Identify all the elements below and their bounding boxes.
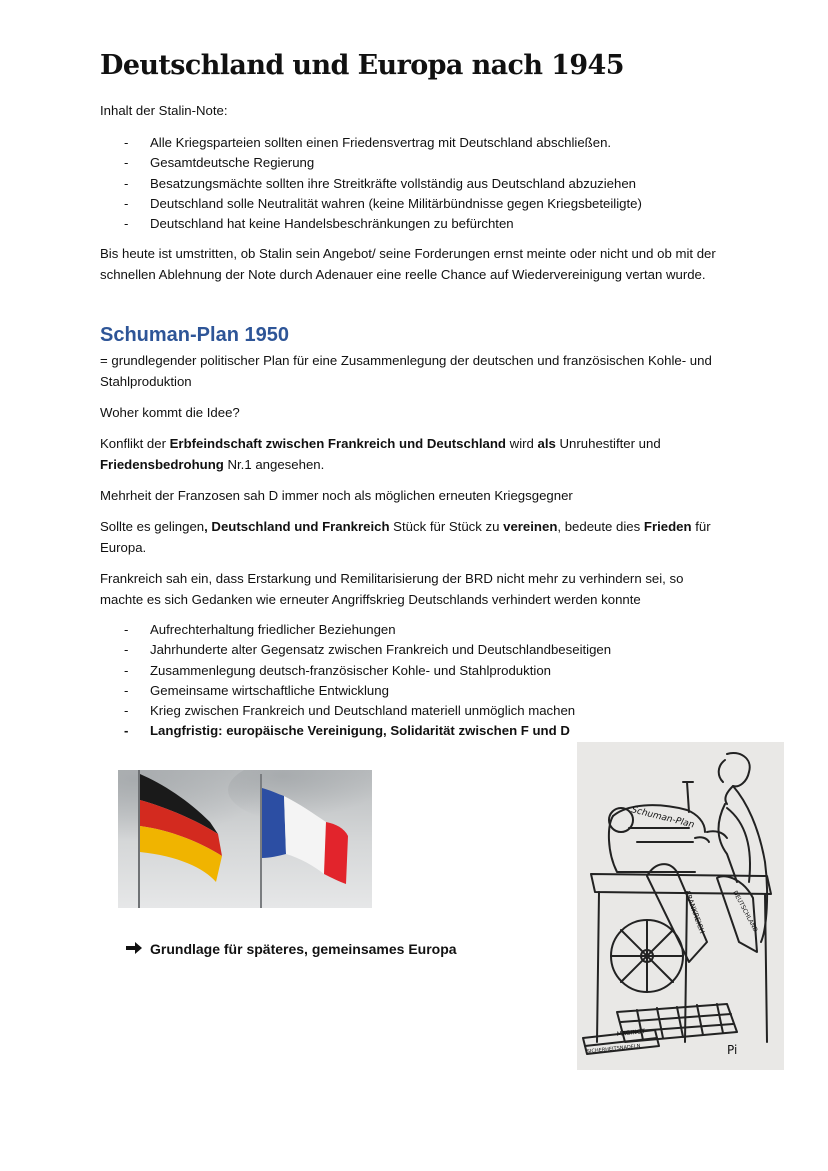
page-title: Deutschland und Europa nach 1945 xyxy=(100,50,624,81)
cartoon-label-deutschland: DEUTSCHLAND xyxy=(731,889,759,934)
result-line: Grundlage für späteres, gemeinsames Europa xyxy=(126,941,457,957)
list-item: - Deutschland hat keine Handelsbeschränkungen zu befürchten xyxy=(124,216,514,232)
list-item: - Gemeinsame wirtschaftliche Entwicklung xyxy=(124,682,389,698)
cartoon-label-frankreich: FRANKREICH xyxy=(683,889,706,935)
conflict-paragraph: Konflikt der Erbfeindschaft zwischen Frankreich und Deutschland wird als Unruhestifter und Friedensbedrohung Nr.1 angesehen. xyxy=(100,436,661,472)
stalin-note-intro: Inhalt der Stalin-Note: xyxy=(100,103,228,118)
idea-question: Woher kommt die Idee? xyxy=(100,405,240,420)
stalin-note-conclusion: Bis heute ist umstritten, ob Stalin sein Angebot/ seine Forderungen ernst meinte oder nicht und ob mit der schnellen Ablehnung der Note durch Adenauer eine reelle Chance auf Wiedervereinigung vertan wurde. xyxy=(100,246,716,282)
schuman-plan-cartoon xyxy=(577,742,784,1070)
list-item: - Jahrhunderte alter Gegensatz zwischen Frankreich und Deutschlandbeseitigen xyxy=(124,642,612,658)
flags-photo xyxy=(118,770,372,908)
list-item: - Aufrechterhaltung friedlicher Beziehungen xyxy=(124,622,396,637)
majority-paragraph: Mehrheit der Franzosen sah D immer noch als möglichen erneuten Kriegsgegner xyxy=(100,488,573,503)
schuman-goals-list xyxy=(122,620,611,742)
list-item: - Alle Kriegsparteien sollten einen Friedensvertrag mit Deutschland abschließen. xyxy=(124,135,612,150)
cartoon-box-label-2: SICHERHEITSNADELN xyxy=(586,1043,641,1055)
arrow-right-icon xyxy=(126,941,144,957)
cartoon-machine-label: Schuman-Plan xyxy=(630,805,696,831)
cartoon-box-label: MAGINOT xyxy=(616,1028,646,1038)
success-paragraph: Sollte es gelingen, Deutschland und Frankreich Stück für Stück zu vereinen, bedeute dies Frieden für Europa. xyxy=(100,519,711,555)
cartoon-signature: Pi xyxy=(727,1043,738,1057)
france-paragraph: Frankreich sah ein, dass Erstarkung und Remilitarisierung der BRD nicht mehr zu verhindern sei, so machte es sich Gedanken wie erneuter Angriffskrieg Deutschlands verhindert werden konnte xyxy=(100,571,684,607)
list-item: - Langfristig: europäische Vereinigung, Solidarität zwischen F und D xyxy=(124,723,570,739)
list-item: - Krieg zwischen Frankreich und Deutschland materiell unmöglich machen xyxy=(124,703,576,719)
schuman-definition: = grundlegender politischer Plan für eine Zusammenlegung der deutschen und französischen Kohle- und Stahlproduktion xyxy=(100,353,712,389)
schuman-plan-heading: Schuman-Plan 1950 xyxy=(100,324,289,346)
stalin-note-list xyxy=(122,133,642,234)
list-item: - Deutschland solle Neutralität wahren (keine Militärbündnisse gegen Kriegsbeteiligte) xyxy=(124,195,642,211)
list-item: - Gesamtdeutsche Regierung xyxy=(124,155,315,171)
list-item: - Besatzungsmächte sollten ihre Streitkräfte vollständig aus Deutschland abzuziehen xyxy=(124,175,637,191)
list-item: - Zusammenlegung deutsch-französischer Kohle- und Stahlproduktion xyxy=(124,662,551,678)
